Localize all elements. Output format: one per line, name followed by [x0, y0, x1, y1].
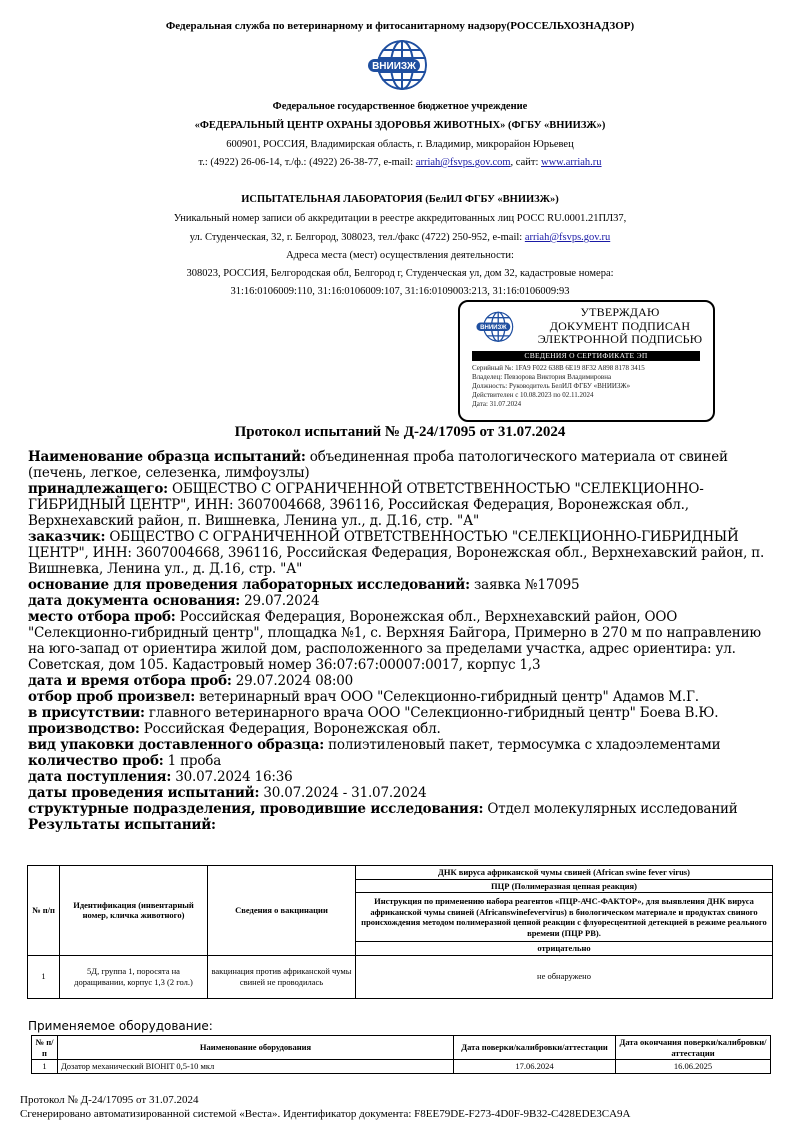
field-in-presence: в присутствии: главного ветеринарного врача ООО "Селекционно-гибридный центр" Боева В.Ю. — [28, 705, 719, 721]
lab-places-title: Адреса места (мест) осуществления деятельности: — [286, 250, 514, 261]
results-row-num: 1 — [28, 955, 60, 998]
field-test-dates: даты проведения испытаний: 30.07.2024 - 31.07.2024 — [28, 785, 427, 801]
field-basis-date: дата документа основания: 29.07.2024 — [28, 593, 320, 609]
document-footer — [20, 1094, 631, 1121]
contacts-text: т.: (4922) 26-06-14, т./ф.: (4922) 26-38-77, e-mail: — [198, 157, 416, 168]
lab-name: ИСПЫТАТЕЛЬНАЯ ЛАБОРАТОРИЯ (БелИЛ ФГБУ «ВНИИЗЖ») — [241, 194, 559, 205]
results-col-id: Идентификация (инвентарный номер, кличка животного) — [60, 866, 208, 956]
institution-contacts — [0, 157, 800, 168]
stamp-date: Дата: 31.07.2024 — [472, 400, 522, 408]
lab-address — [0, 232, 800, 243]
site-prefix: , сайт: — [510, 157, 541, 168]
lab-address-text: ул. Студенческая, 32, г. Белгород, 308023, тел./факс (4722) 250-952, e-mail: — [189, 232, 525, 243]
equipment-row-num: 1 — [32, 1060, 58, 1074]
equipment-header-row — [32, 1036, 771, 1060]
site-link[interactable]: www.arriah.ru — [541, 157, 602, 168]
results-col-vaccination: Сведения о вакцинации — [208, 866, 356, 956]
equipment-table — [31, 1035, 771, 1074]
field-sampled-by: отбор проб произвел: ветеринарный врач ООО "Селекционно-гибридный центр" Адамов М.Г. — [28, 689, 699, 705]
equipment-row-name: Дозатор механический BIOHIT 0,5-10 мкл — [58, 1060, 454, 1074]
stamp-position: Должность: Руководитель БелИЛ ФГБУ «ВНИИЗЖ» — [472, 382, 631, 390]
stamp-certificate-bar: СВЕДЕНИЯ О СЕРТИФИКАТЕ ЭП — [472, 351, 700, 361]
results-col-num: № п/п — [28, 866, 60, 956]
results-header-row — [28, 866, 773, 880]
stamp-serial: Серийный №: 1FA9 F022 638B 6E19 8F32 A898 8178 3415 — [472, 364, 645, 372]
lab-accreditation: Уникальный номер записи об аккредитации в реестре аккредитованных лиц РОСС RU.0001.21ПЛ37, — [173, 213, 627, 224]
protocol-fields — [28, 449, 780, 833]
equipment-col-end: Дата окончания поверки/калибровки/аттестации — [616, 1036, 771, 1060]
footer-protocol-ref: Протокол № Д-24/17095 от 31.07.2024 — [20, 1094, 199, 1106]
results-row-id: 5Д, группа 1, поросята на доращивании, корпус 1,3 (2 гол.) — [60, 955, 208, 998]
email-link[interactable]: arriah@fsvps.gov.com — [415, 157, 511, 168]
institution-name: «ФЕДЕРАЛЬНЫЙ ЦЕНТР ОХРАНЫ ЗДОРОВЬЯ ЖИВОТНЫХ» (ФГБУ «ВНИИЗЖ») — [194, 120, 606, 131]
equipment-row-end: 16.06.2025 — [616, 1060, 771, 1074]
field-sampling-place: место отбора проб: Российская Федерация, Воронежская обл., Верхнехавский район, ООО "Селекционно-гибридный центр", площадка №1, с. Верхняя Байгора, Примерно в 270 м по направлению на юго-запад от ориентира жилой дом, расположенного за пределами участка, адрес ориентира: ул. Советская, дом 105. Кадастровый номер 36:07:67:00007:0017, корпус 1,3 — [28, 609, 761, 673]
field-sample-name: Наименование образца испытаний: объединенная проба патологического материала от свиней (печень, легкое, селезенка, лимфоузлы) — [28, 449, 728, 481]
stamp-certificate-info — [472, 364, 707, 409]
lab-places-line1: 308023, РОССИЯ, Белгородская обл, Белгород г, Студенческая ул, дом 32, кадастровые номера: — [186, 268, 614, 279]
results-row-result: не обнаружено — [356, 955, 773, 998]
footer-generated-by: Сгенерировано автоматизированной системой «Веста». Идентификатор документа: F8EE79DE-F273-4D0F-9B32-C428EDE3CA9A — [20, 1107, 631, 1120]
stamp-title-line1: УТВЕРЖДАЮ — [580, 305, 660, 319]
stamp-title-line3: ЭЛЕКТРОННОЙ ПОДПИСЬЮ — [537, 332, 703, 346]
equipment-col-date: Дата поверки/калибровки/аттестации — [454, 1036, 616, 1060]
protocol-title: Протокол испытаний № Д-24/17095 от 31.07.2024 — [234, 424, 566, 440]
table-row — [32, 1060, 771, 1074]
field-received-date: дата поступления: 30.07.2024 16:36 — [28, 769, 293, 785]
field-customer: заказчик: ОБЩЕСТВО С ОГРАНИЧЕННОЙ ОТВЕТСТВЕННОСТЬЮ "СЕЛЕКЦИОННО-ГИБРИДНЫЙ ЦЕНТР", ИНН: 3607004668, 396116, Российская Федерация, Воронежская обл., Верхнехавский район, п. Вишневка, Ленина ул., д. Д.16, стр. "А" — [28, 529, 765, 577]
field-sampling-datetime: дата и время отбора проб: 29.07.2024 08:00 — [28, 673, 354, 689]
results-row-vaccination: вакцинация против африканской чумы свиней не проводилась — [208, 955, 356, 998]
results-method: ПЦР (Полимеразная цепная реакция) — [356, 879, 773, 893]
stamp-valid: Действителен с 10.08.2023 по 02.11.2024 — [472, 391, 594, 399]
field-owner: принадлежащего: ОБЩЕСТВО С ОГРАНИЧЕННОЙ ОТВЕТСТВЕННОСТЬЮ "СЕЛЕКЦИОННО-ГИБРИДНЫЙ ЦЕНТР", ИНН: 3607004668, 396116, Российская Федерация, Воронежская обл., Верхнехавский район, п. Вишневка, Ленина ул., д. Д.16, стр. "А" — [28, 481, 704, 529]
equipment-row-date: 17.06.2024 — [454, 1060, 616, 1074]
field-production: производство: Российская Федерация, Воронежская обл. — [28, 721, 441, 737]
e-signature-stamp — [458, 300, 715, 422]
institution-logo — [362, 38, 438, 96]
field-results-heading: Результаты испытаний: — [28, 817, 216, 833]
logo-text: ВНИИЗЖ — [372, 61, 416, 72]
stamp-title — [530, 306, 710, 347]
field-packaging: вид упаковки доставленного образца: полиэтиленовый пакет, термосумка с хладоэлементами — [28, 737, 721, 753]
results-test-title: ДНК вируса африканской чумы свиней (African swine fever virus) — [356, 866, 773, 880]
field-sample-count: количество проб: 1 проба — [28, 753, 222, 769]
equipment-col-num: № п/п — [32, 1036, 58, 1060]
results-table — [27, 865, 773, 999]
institution-type: Федеральное государственное бюджетное учреждение — [272, 101, 528, 112]
stamp-title-line2: ДОКУМЕНТ ПОДПИСАН — [549, 318, 691, 333]
equipment-col-name: Наименование оборудования — [58, 1036, 454, 1060]
institution-address: 600901, РОССИЯ, Владимирская область, г. Владимир, микрорайон Юрьевец — [226, 139, 574, 150]
lab-email-link[interactable]: arriah@fsvps.gov.ru — [524, 232, 611, 243]
table-row — [28, 955, 773, 998]
field-basis: основание для проведения лабораторных исследований: заявка №17095 — [28, 577, 580, 593]
agency-name: Федеральная служба по ветеринарному и фитосанитарному надзору(РОССЕЛЬХОЗНАДЗОР) — [165, 20, 635, 32]
stamp-logo — [474, 308, 520, 348]
lab-places-line2: 31:16:0106009:110, 31:16:0106009:107, 31:16:0109003:213, 31:16:0106009:93 — [230, 286, 570, 297]
results-instruction: Инструкция по применению набора реагентов «ПЦР-АЧС-ФАКТОР», для выявления ДНК вируса африканской чумы свиней (Africanswinefevervirus) в биологическом материале и продуктах свиного происхождения методом полимеразной цепной реакции с флуоресцентной детекцией в режиме реального времени (ПЦР РВ). — [356, 893, 773, 942]
equipment-label: Применяемое оборудование: — [28, 1019, 213, 1033]
stamp-logo-text: ВНИИЗЖ — [480, 325, 507, 332]
field-departments: структурные подразделения, проводившие исследования: Отдел молекулярных исследований — [28, 801, 738, 817]
results-criterion: отрицательно — [356, 942, 773, 956]
stamp-owner: Владелец: Певзорова Виктория Владимировна — [472, 373, 612, 381]
